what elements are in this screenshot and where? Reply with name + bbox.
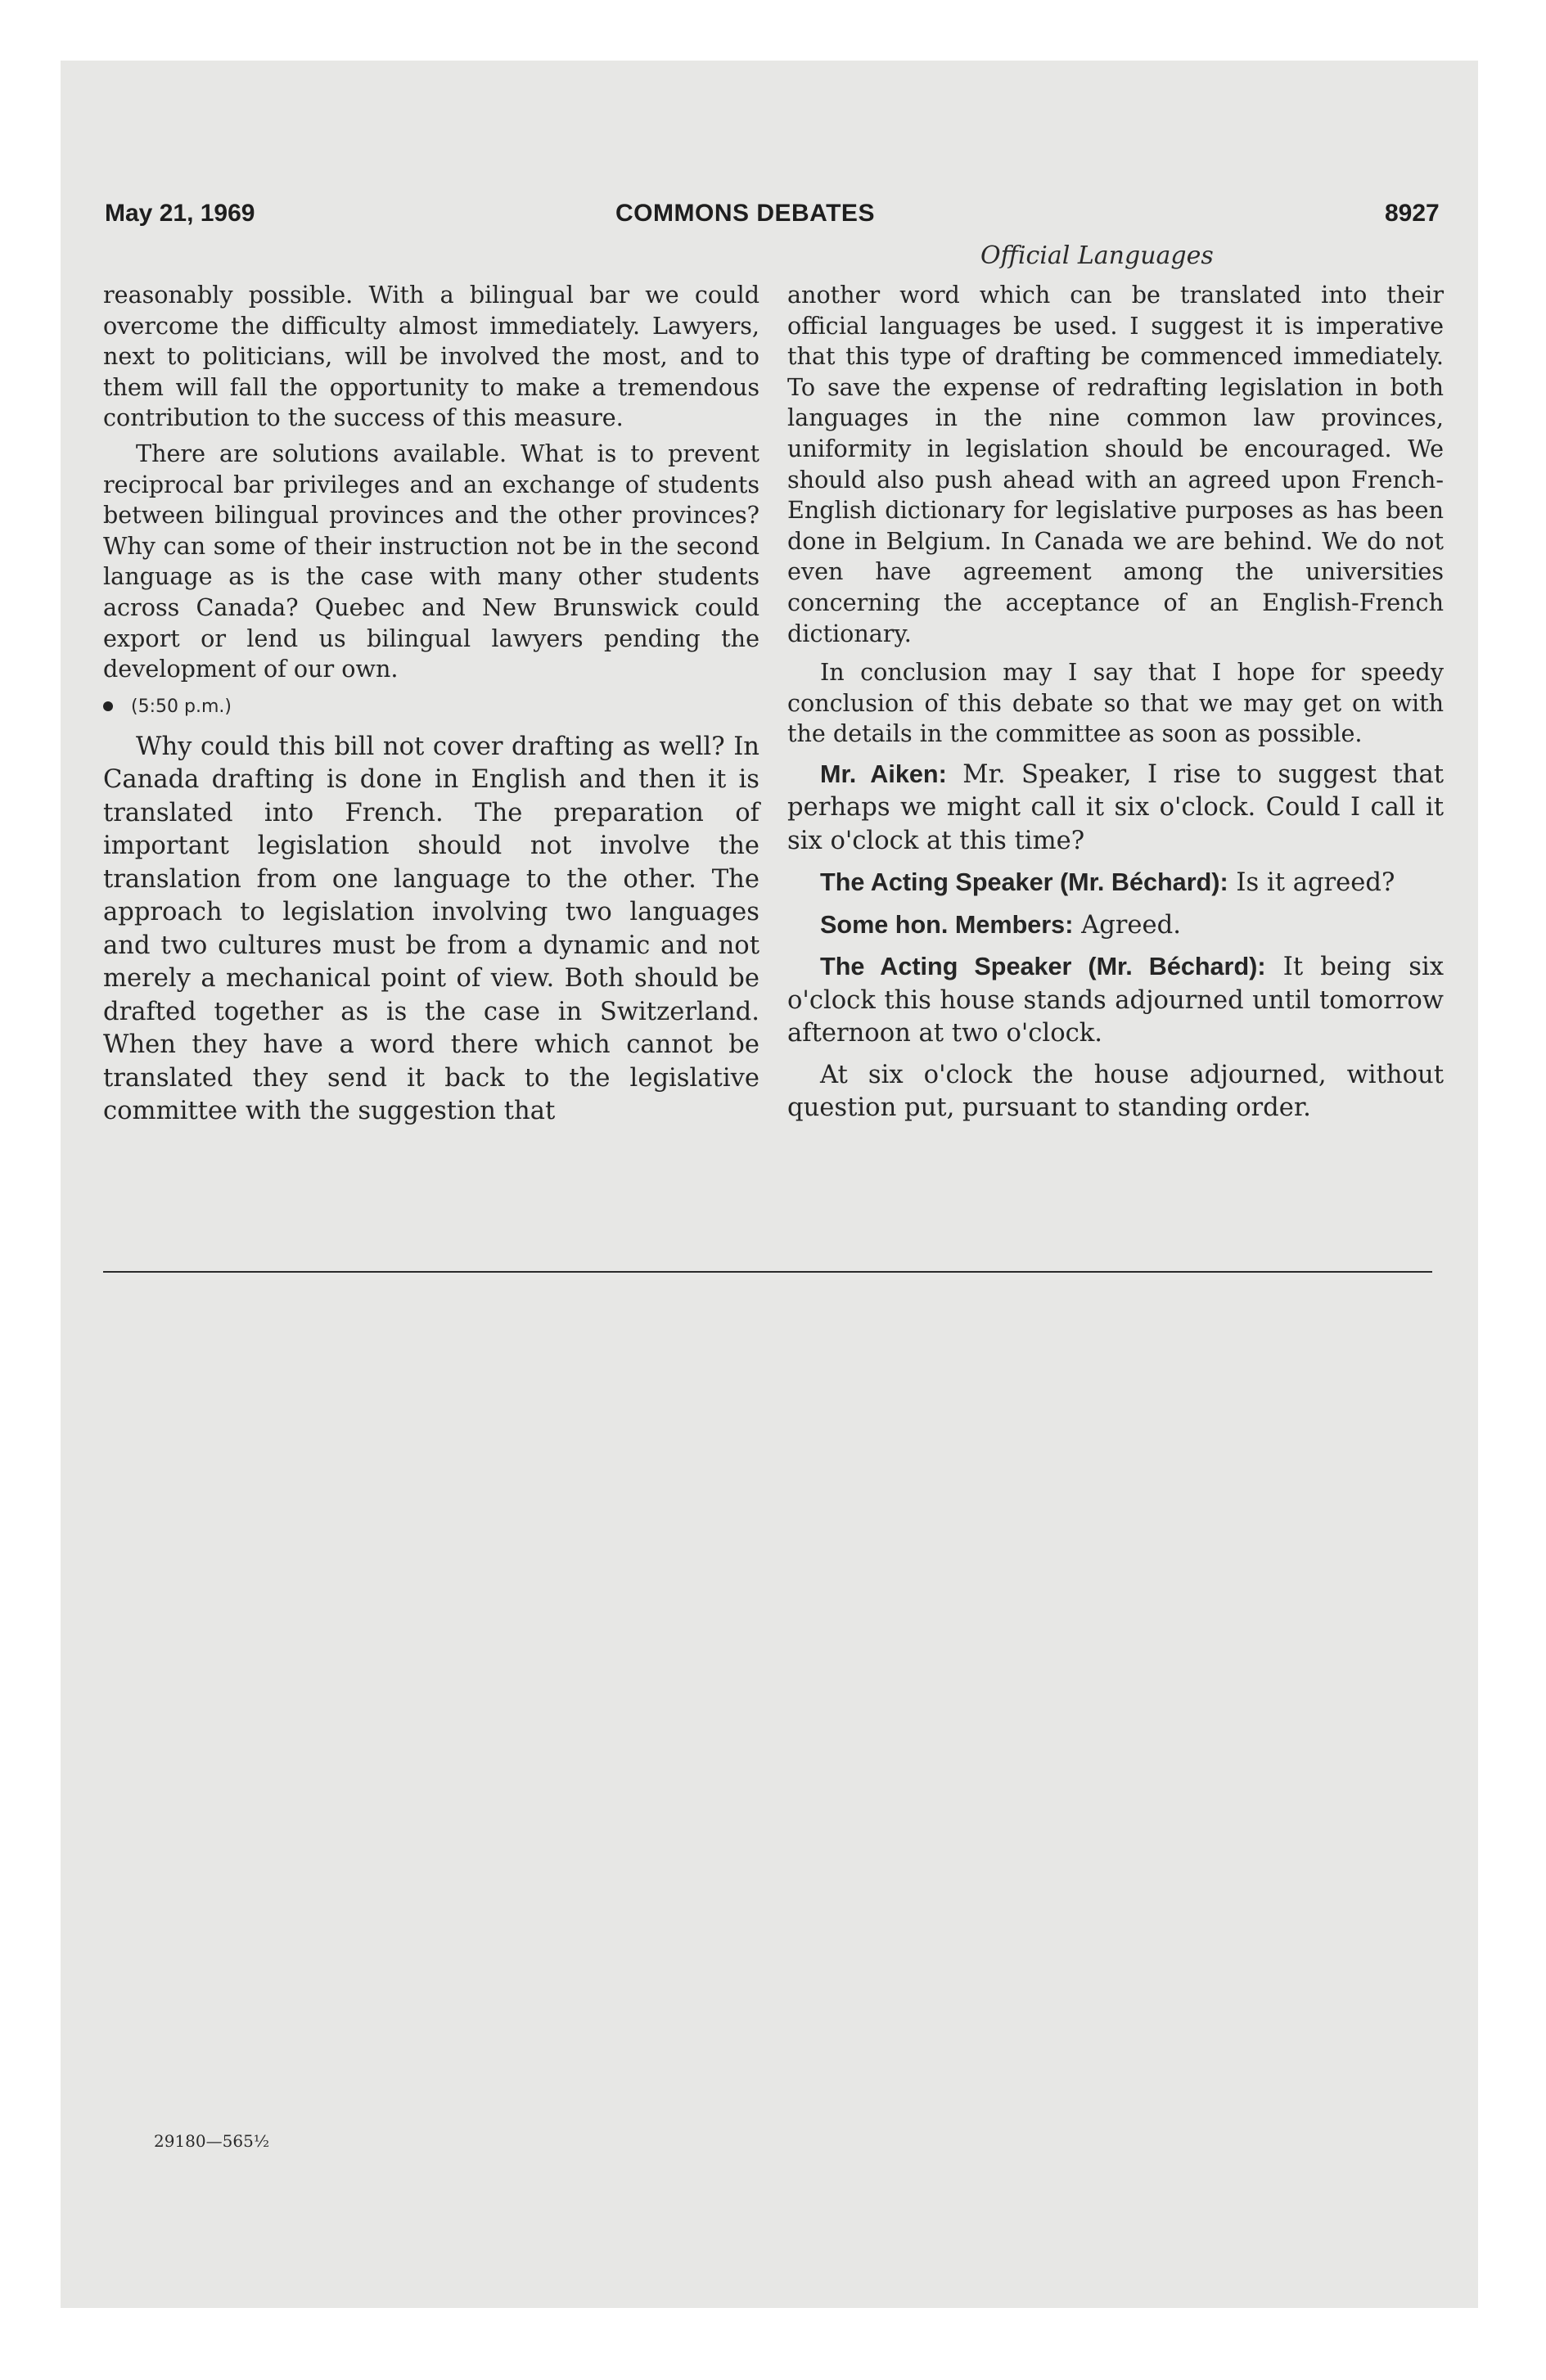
statement-text: Is it agreed?	[1236, 868, 1395, 898]
right-paragraph-1: another word which can be translated into their official languages be used. I suggest it is imperative that this type of drafting be commenced immediately. To save the expense of redrafting legislation in both languages in the nine common law provinces, uniformity in legislation should be encouraged. We should also push ahead with an agreed upon French-English dictionary for legislative purposes as has been done in Belgium. In Canada we are behind. We do not even have agreement among the universities concerning the acceptance of an English-French dictionary.	[787, 281, 1444, 647]
right-paragraph-2: In conclusion may I say that I hope for speedy conclusion of this debate so that we may get on with the details in the committee as soon as possible.	[787, 658, 1444, 748]
speaker-name: Mr. Aiken:	[820, 760, 947, 788]
left-paragraph-3: Why could this bill not cover drafting as well? In Canada drafting is done in English and then it is translated into French. The preparation of important legislation should not involve the translation from one language to the other. The approach to legislation involving two languages and two cultures must be from a dynamic and not merely a mechanical point of view. Both should be drafted together as is the case in Switzerland. When they have a word there which cannot be translated they send it back to the legislative committee with the suggestion that	[103, 732, 759, 1126]
time-mark-text: (5:50 p.m.)	[131, 696, 232, 717]
speaker-name: The Acting Speaker (Mr. Béchard):	[820, 953, 1266, 981]
header-page-number: 8927	[1385, 200, 1440, 227]
speaker-name: The Acting Speaker (Mr. Béchard):	[820, 868, 1228, 897]
acting-speaker-statement-2	[787, 950, 1444, 1051]
left-paragraph-1: reasonably possible. With a bilingual bar we could overcome the difficulty almost immediately. Lawyers, next to politicians, will be involved the most, and to them will fall the opportunity to make a tremendous contribution to the success of this measure.	[103, 281, 759, 432]
adjournment-note: At six o'clock the house adjourned, without question put, pursuant to standing order.	[787, 1060, 1444, 1123]
left-paragraph-2: There are solutions available. What is to prevent reciprocal bar privileges and an exchange of students between bilingual provinces and the other provinces? Why can some of their instruction not be in the second language as is the case with many other students across Canada? Quebec and New Brunswick could export or lend us bilingual lawyers pending the development of our own.	[103, 439, 759, 683]
section-title: Official Languages	[980, 241, 1214, 270]
right-column	[787, 280, 1444, 1134]
statement-text: It being six o'clock this house stands adjourned until tomorrow afternoon at two o'clock.	[787, 953, 1444, 1048]
statement-text: Mr. Speaker, I rise to suggest that perhaps we might call it six o'clock. Could I call it six o'clock at this time?	[787, 760, 1444, 855]
members-statement	[787, 908, 1444, 943]
header-date: May 21, 1969	[105, 200, 255, 227]
footer-code: 29180—565½	[154, 2131, 270, 2151]
section-divider	[103, 1271, 1432, 1273]
aiken-statement	[787, 758, 1444, 859]
time-mark	[103, 695, 759, 719]
bullet-icon	[103, 701, 113, 711]
speaker-name: Some hon. Members:	[820, 910, 1074, 939]
acting-speaker-statement-1	[787, 866, 1444, 900]
statement-text: Agreed.	[1081, 910, 1181, 940]
left-column	[103, 280, 759, 1134]
header-publication: COMMONS DEBATES	[615, 200, 875, 227]
